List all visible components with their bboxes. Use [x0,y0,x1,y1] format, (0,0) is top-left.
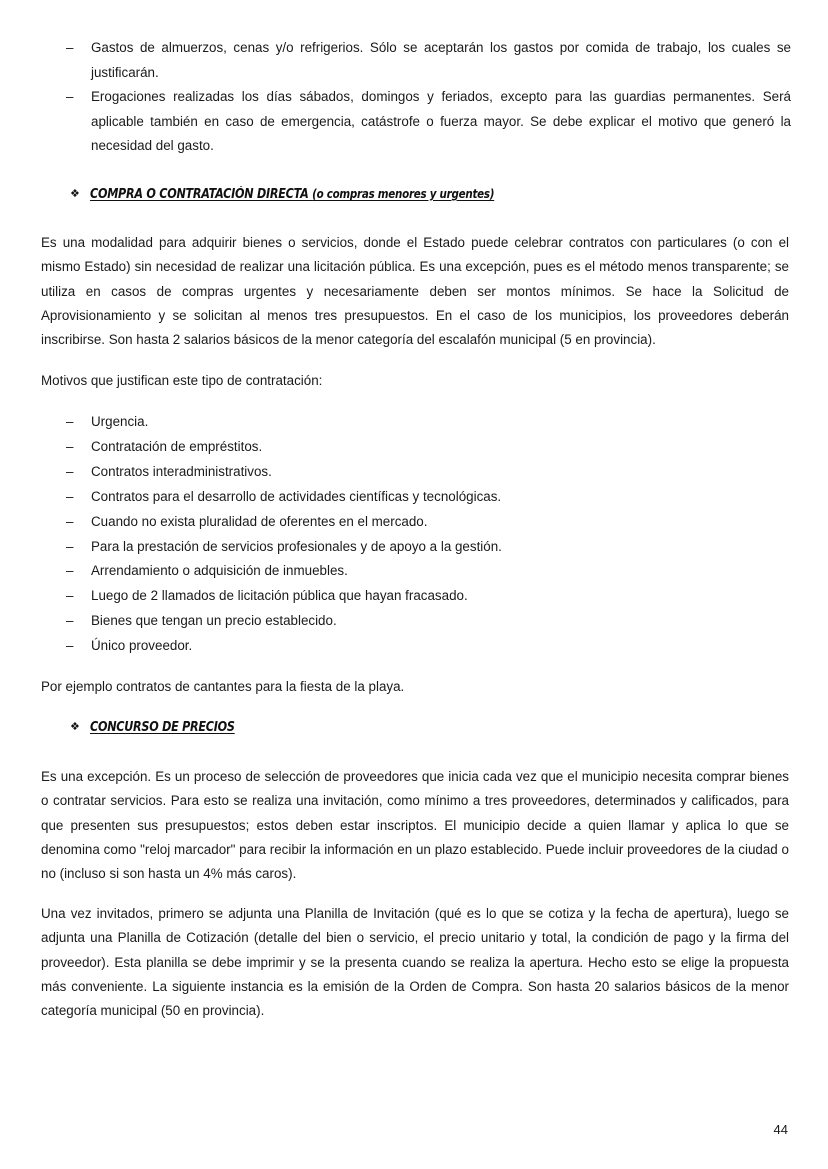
diamond-bullet-icon: ❖ [70,721,80,733]
dash-bullet: – [66,538,74,554]
dash-bullet: – [66,563,74,579]
list-item [0,535,791,560]
list-item [0,510,791,535]
list-item-text: Arrendamiento o adquisición de inmuebles. [91,563,348,579]
list-item-text: Erogaciones realizadas los días sábados, domingos y feriados, excepto para las guardias permanentes. Será aplicable también en caso de emergencia, catástrofe o fuerza mayor. Se debe explicar el motivo que generó la necesidad del gasto. [91,89,791,153]
section-title-sub: (o compras menores y urgentes) [311,187,495,201]
dash-bullet: – [66,438,74,454]
dash-bullet: – [66,414,74,429]
list-item [0,584,791,609]
list-item [0,460,791,485]
diamond-bullet-icon: ❖ [70,188,80,200]
list-item [0,634,791,659]
list-item-text: Luego de 2 llamados de licitación pública que hayan fracasado. [91,588,468,604]
page-number: 44 [773,1122,788,1137]
motivos-list [0,410,791,659]
list-item [0,485,791,510]
section-heading-compra-directa [70,187,560,202]
dash-bullet: – [66,40,74,55]
dash-bullet: – [66,513,74,529]
dash-bullet: – [66,613,74,629]
list-item-text: Urgencia. [91,414,149,429]
example-sentence: Por ejemplo contratos de cantantes para la fiesta de la playa. [41,679,405,694]
list-item [0,435,791,460]
list-item [0,36,791,85]
list-item [0,410,791,435]
section-title [90,187,494,202]
list-item [0,85,791,159]
dash-bullet: – [66,89,74,104]
list-item-text: Gastos de almuerzos, cenas y/o refrigerios. Sólo se aceptarán los gastos por comida de trabajo, los cuales se justificarán. [91,40,791,80]
section-title: CONCURSO DE PRECIOS [89,720,235,735]
expense-exclusions-list [0,36,791,159]
list-item [0,559,791,584]
section-heading-concurso-precios [70,720,258,735]
compra-directa-paragraph: Es una modalidad para adquirir bienes o servicios, donde el Estado puede celebrar contratos con particulares (o con el mismo Estado) sin necesidad de realizar una licitación pública. Es una excepción, pues es el método menos transparente; se utiliza en casos de compras urgentes y necesariamente deben ser montos mínimos. Se hace la Solicitud de Aprovisionamiento y se solicitan al menos tres presupuestos. En el caso de los municipios, los proveedores deberán inscribirse. Son hasta 2 salarios básicos de la menor categoría del escalafón municipal (5 en provincia). [41,235,789,348]
motivos-intro: Motivos que justifican este tipo de contratación: [41,373,323,388]
list-item-text: Contratos para el desarrollo de actividades científicas y tecnológicas. [91,488,502,504]
dash-bullet: – [66,488,74,504]
dash-bullet: – [66,463,74,479]
dash-bullet: – [66,638,74,654]
list-item-text: Contratación de empréstitos. [91,438,263,454]
dash-bullet: – [66,588,74,604]
list-item-text: Cuando no exista pluralidad de oferentes en el mercado. [91,513,428,529]
concurso-paragraph-2: Una vez invitados, primero se adjunta una Planilla de Invitación (qué es lo que se cotiza y la fecha de apertura), luego se adjunta una Planilla de Cotización (detalle del bien o servicio, el precio unitario y total, la condición de pago y la firma del proveedor). Esta planilla se debe imprimir y se la presenta cuando se realiza la apertura. Hecho esto se elige la propuesta más conveniente. La siguiente instancia es la emisión de la Orden de Compra. Son hasta 20 salarios básicos de la menor categoría municipal (50 en provincia). [41,906,789,1019]
list-item-text: Único proveedor. [91,638,193,654]
list-item-text: Para la prestación de servicios profesionales y de apoyo a la gestión. [91,538,502,554]
section-title-main: COMPRA O CONTRATACIÓN DIRECTA [89,187,309,202]
list-item-text: Bienes que tengan un precio establecido. [91,613,337,629]
list-item [0,609,791,634]
list-item-text: Contratos interadministrativos. [91,463,272,479]
concurso-paragraph-1: Es una excepción. Es un proceso de selección de proveedores que inicia cada vez que el municipio necesita comprar bienes o contratar servicios. Para esto se realiza una invitación, como mínimo a tres proveedores, determinados y calificados, para que presenten sus presupuestos; estos deben estar inscriptos. El municipio decide a quien llamar y aplica lo que se denomina como "reloj marcador" para recibir la información en un plazo establecido. Puede incluir proveedores de la ciudad o no (incluso si son hasta un 4% más caros). [41,769,789,882]
